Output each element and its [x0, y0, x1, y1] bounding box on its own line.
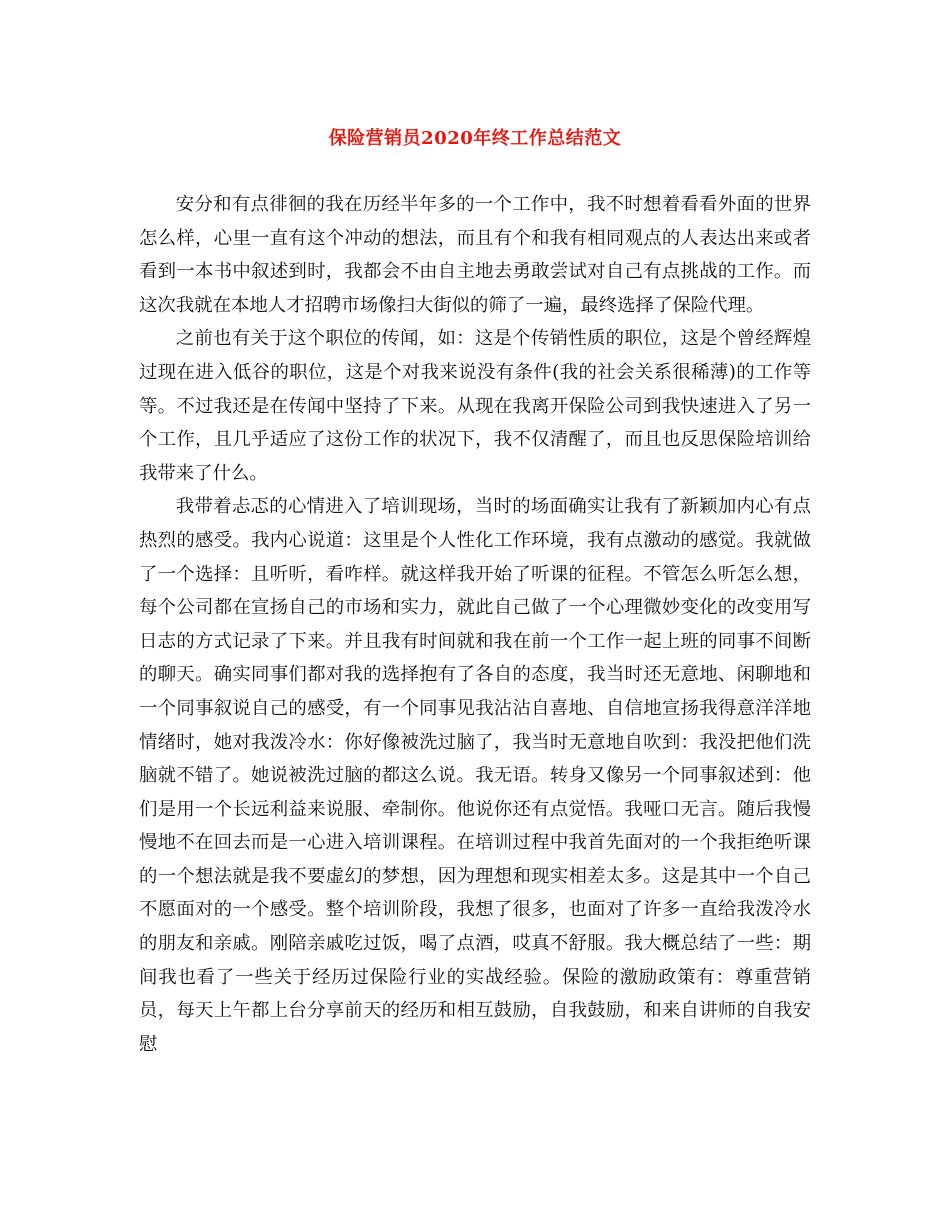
paragraph-3: 我带着忐忑的心情进入了培训现场，当时的场面确实让我有了新颖加内心有点热烈的感受。我内心说道：这里是个人性化工作环境，我有点激动的感觉。我就做了一个选择：且听听，看咋样。就这样我开始了听课的征程。不管怎么听怎么想，每个公司都在宣扬自己的市场和实力，就此自己做了一个心理微妙变化的改变用写日志的方式记录了下来。并且我有时间就和我在前一个工作一起上班的同事不间断的聊天。确实同事们都对我的选择抱有了各自的态度，我当时还无意地、闲聊地和一个同事叙说自己的感受，有一个同事见我沾沾自喜地、自信地宣扬我得意洋洋地情绪时，她对我泼冷水：你好像被洗过脑了，我当时无意地自吹到：我没把他们洗脑就不错了。她说被洗过脑的都这么说。我无语。转身又像另一个同事叙述到：他们是用一个长远利益来说服、牵制你。他说你还有点觉悟。我哑口无言。随后我慢慢地不在回去而是一心进入培训课程。在培训过程中我首先面对的一个我拒绝听课的一个想法就是我不要虚幻的梦想，因为理想和现实相差太多。这是其中一个自己不愿面对的一个感受。整个培训阶段，我想了很多，也面对了许多一直给我泼冷水的朋友和亲戚。刚陪亲戚吃过饭，喝了点酒，哎真不舒服。我大概总结了一些：期间我也看了一些关于经历过保险行业的实战经验。保险的激励政策有：尊重营销员，每天上午都上台分享前天的经历和相互鼓励，自我鼓励，和来自讲师的自我安慰 [139, 496, 811, 1055]
page-title: 保险营销员2020年终工作总结范文 [328, 128, 622, 149]
paragraph-2: 之前也有关于这个职位的传闻，如：这是个传销性质的职位，这是个曾经辉煌过现在进入低谷的职位，这是个对我来说没有条件(我的社会关系很稀薄)的工作等等。不过我还是在传闻中坚持了下来。从现在我离开保险公司到我快速进入了另一个工作，且几乎适应了这份工作的状况下，我不仅清醒了，而且也反思保险培训给我带来了什么。 [139, 328, 811, 484]
document-body [139, 188, 811, 1061]
paragraph-1: 安分和有点徘徊的我在历经半年多的一个工作中，我不时想着看看外面的世界怎么样，心里一直有这个冲动的想法，而且有个和我有相同观点的人表达出来或者看到一本书中叙述到时，我都会不由自主地去勇敢尝试对自己有点挑战的工作。而这次我就在本地人才招聘市场像扫大街似的筛了一遍，最终选择了保险代理。 [139, 194, 811, 316]
